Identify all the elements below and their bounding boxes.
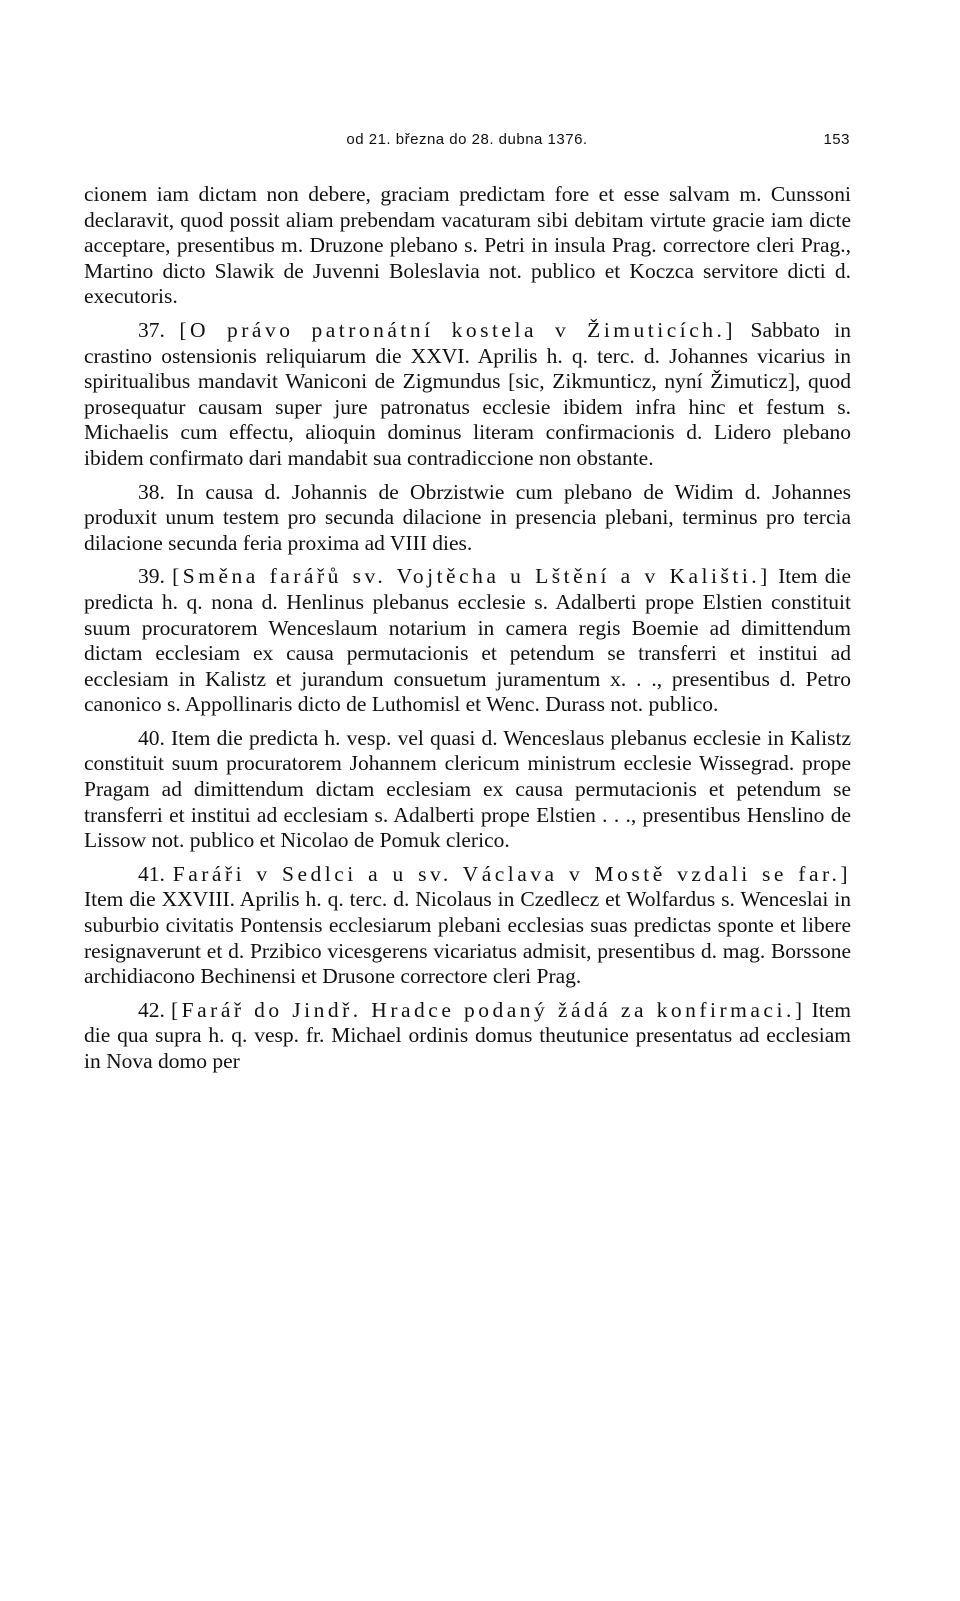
page-number: 153 — [823, 131, 850, 148]
paragraph-text: cionem iam dictam non debere, graciam predictam fore et esse salvam m. Cunssoni declaravit, quod possit aliam prebendam vacaturam sibi debitam virtute gracie iam dicte acceptare, presentibus m. Druzone plebano s. Petri in insula Prag. correctore cleri Prag., Martino dicto Slawik de Juvenni Boleslavia not. publico et Koczca servitore dicti d. executoris. — [84, 182, 851, 309]
entry-39 — [84, 564, 851, 718]
entry-heading: [Směna farářů sv. Vojtěcha u Lštění a v Kališti.] — [172, 564, 771, 589]
entry-number: 42. — [138, 997, 165, 1022]
entry-heading: Faráři v Sedlci a u sv. Václava v Mostě vzdali se far.] — [172, 861, 851, 886]
entry-number: 41. — [138, 861, 165, 886]
entry-40 — [84, 726, 851, 854]
entry-42 — [84, 998, 851, 1075]
body-text — [84, 182, 851, 1083]
entry-number: 39. — [138, 564, 165, 589]
entry-text: In causa d. Johannis de Obrzistwie cum plebano de Widim d. Johannes produxit unum testem pro secunda dilacione in presencia plebani, terminus pro tercia dilacione secunda feria proxima ad VIII dies. — [84, 479, 852, 555]
entry-text: Item die predicta h. q. nona d. Henlinus plebanus ecclesie s. Adalberti prope Elstien constituit suum procuratorem Wenceslaum notarium in camera regis Boemie ad dimittendum dictam ecclesiam ex causa permutacionis et petendum se transferri et institui ad ecclesiam in Kalistz et jurandum consuetum juramentum x. . ., presentibus d. Petro canonico s. Appollinaris dicto de Luthomisl et Wenc. Durass not. publico. — [84, 564, 852, 717]
entry-37 — [84, 318, 851, 472]
entry-number: 40. — [138, 725, 165, 750]
entry-heading: [Farář do Jindř. Hradce podaný žádá za konfirmaci.] — [171, 997, 806, 1022]
entry-number: 38. — [138, 479, 165, 504]
paragraph-continuation — [84, 182, 851, 310]
entry-number: 37. — [138, 317, 165, 342]
entry-heading: [O právo patronátní kostela v Žimuticích.] — [179, 317, 737, 342]
entry-text: Item die predicta h. vesp. vel quasi d. Wenceslaus plebanus ecclesie in Kalistz constituit suum procuratorem Johannem clericum ministrum ecclesie Wissegrad. prope Pragam ad dimittendum dictam ecclesiam ex causa permutacionis et petendum se transferri et institui ad ecclesiam s. Adalberti prope Elstien . . ., presentibus Henslino de Lissow not. publico et Nicolao de Pomuk clerico. — [84, 725, 851, 853]
entry-text: Item die XXVIII. Aprilis h. q. terc. d. Nicolaus in Czedlecz et Wolfardus s. Wenceslai in suburbio civitatis Pontensis ecclesiarum plebani ecclesias suas predictas sponte et libere resignaverunt et d. Przibico vicesgerens vicariatus admisit, presentibus d. mag. Borssone archidiacono Bechinensi et Drusone correctore cleri Prag. — [84, 887, 851, 989]
entry-41 — [84, 862, 851, 990]
entry-text: Sabbato in crastino ostensionis reliquiarum die XXVI. Aprilis h. q. terc. d. Johannes vicarius in spiritualibus mandavit Waniconi de Zigmundus [sic, Zikmunticz, nyní Žimuticz], quod prosequatur causam super jure patronatus ecclesie ibidem infra hinc et festum s. Michaelis cum effectu, alioquin dominus literam confirmacionis d. Lidero plebano ibidem confirmato dari mandabit sua contradiccione non obstante. — [84, 317, 852, 470]
page-header — [84, 131, 850, 157]
entry-38 — [84, 480, 851, 557]
entry-text: Item die qua supra h. q. vesp. fr. Michael ordinis domus theutunice presentatus ad ecclesiam in Nova domo per — [84, 997, 852, 1073]
running-title: od 21. března do 28. dubna 1376. — [346, 131, 588, 148]
